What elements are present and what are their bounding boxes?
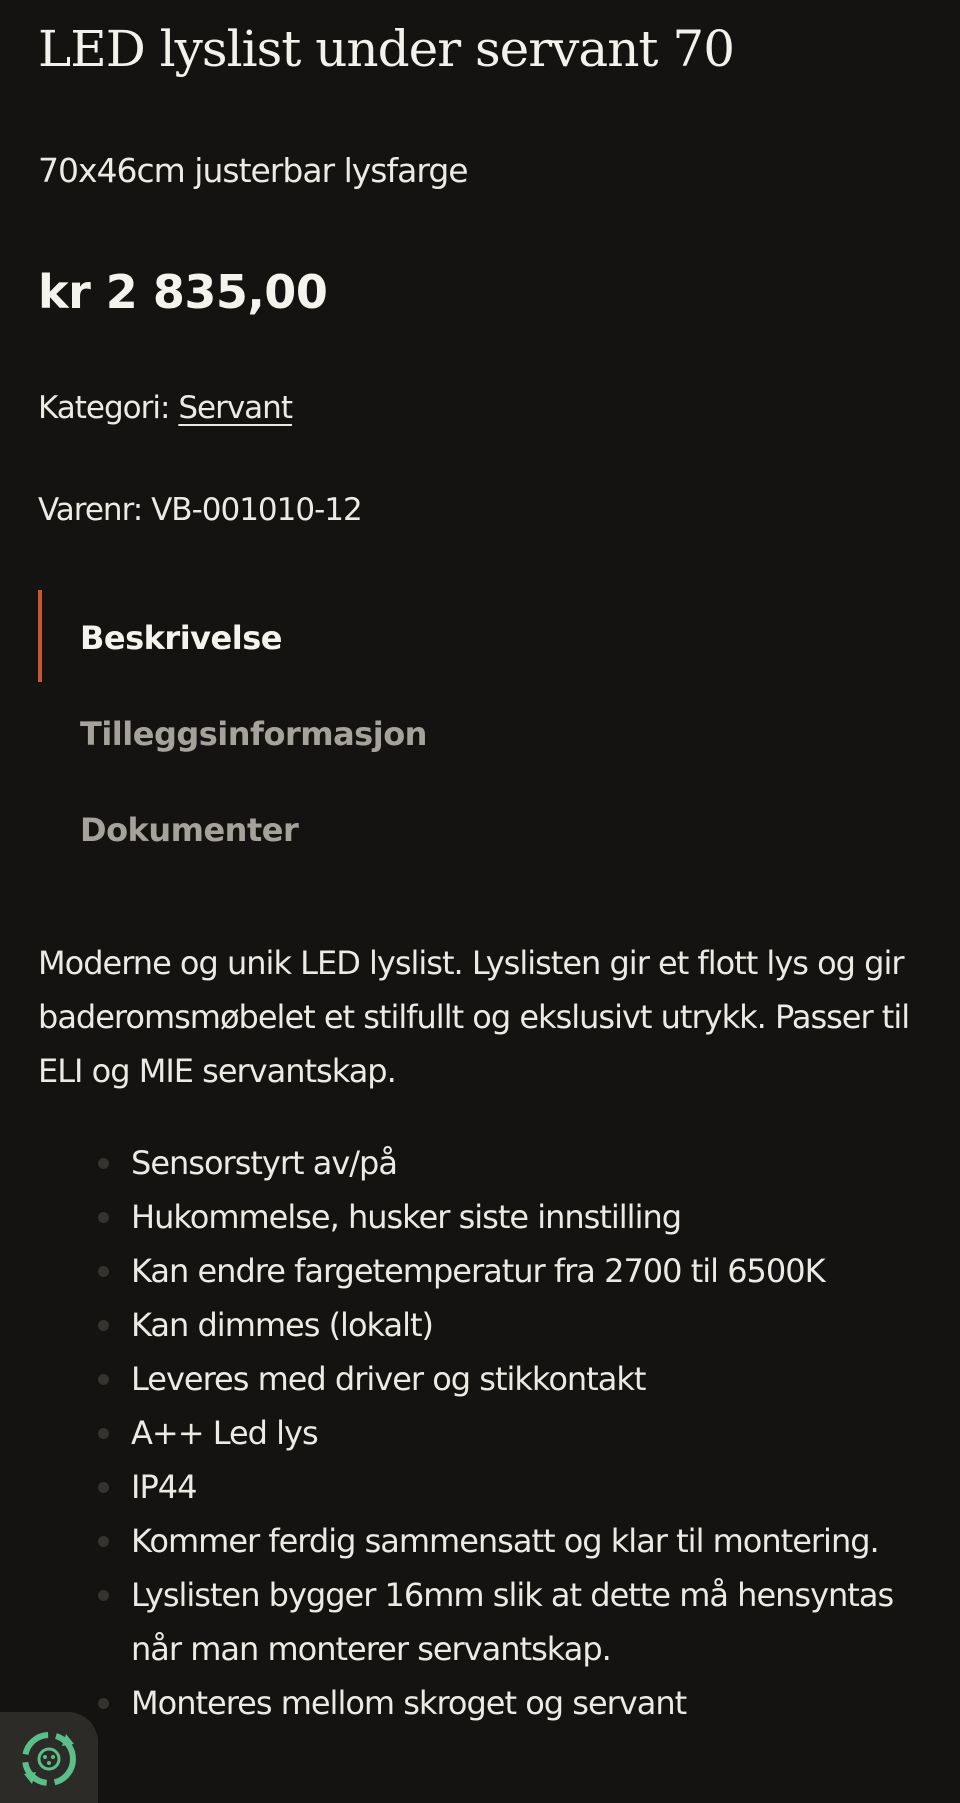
tab-dokumenter[interactable]: Dokumenter	[80, 811, 299, 849]
list-item: Kan dimmes (lokalt)	[0, 1298, 911, 1352]
eco-recycle-icon	[14, 1724, 84, 1794]
list-item: Kan endre fargetemperatur fra 2700 til 6500K	[0, 1244, 911, 1298]
eco-badge-button[interactable]	[0, 1712, 98, 1803]
product-tabs	[38, 590, 918, 878]
product-title: LED lyslist under servant 70	[38, 20, 735, 78]
product-description: Moderne og unik LED lyslist. Lyslisten gir et flott lys og gir baderomsmøbelet et stilfullt og ekslusivt utrykk. Passer til ELI og MIE servantskap.	[38, 944, 910, 1090]
list-item: Lyslisten bygger 16mm slik at dette må hensyntas når man monterer servantskap.	[0, 1568, 911, 1676]
list-item: Sensorstyrt av/på	[0, 1136, 911, 1190]
category-label: Kategori:	[38, 390, 170, 426]
sku-label: Varenr:	[38, 492, 143, 528]
list-item: Kommer ferdig sammensatt og klar til montering.	[0, 1514, 911, 1568]
sku-value: VB-001010-12	[151, 492, 362, 528]
list-item: A++ Led lys	[0, 1406, 911, 1460]
feature-list	[0, 1136, 960, 1730]
product-category	[38, 386, 292, 430]
product-subtitle: 70x46cm justerbar lysfarge	[38, 151, 468, 190]
list-item: Hukommelse, husker siste innstilling	[0, 1190, 911, 1244]
tab-beskrivelse[interactable]: Beskrivelse	[38, 590, 918, 686]
tab-tilleggsinformasjon[interactable]: Tilleggsinformasjon	[80, 715, 427, 753]
product-sku	[38, 488, 362, 532]
list-item: Monteres mellom skroget og servant	[0, 1676, 911, 1730]
list-item: Leveres med driver og stikkontakt	[0, 1352, 911, 1406]
list-item: IP44	[0, 1460, 911, 1514]
category-link[interactable]: Servant	[178, 390, 292, 426]
product-price: kr 2 835,00	[38, 265, 328, 319]
